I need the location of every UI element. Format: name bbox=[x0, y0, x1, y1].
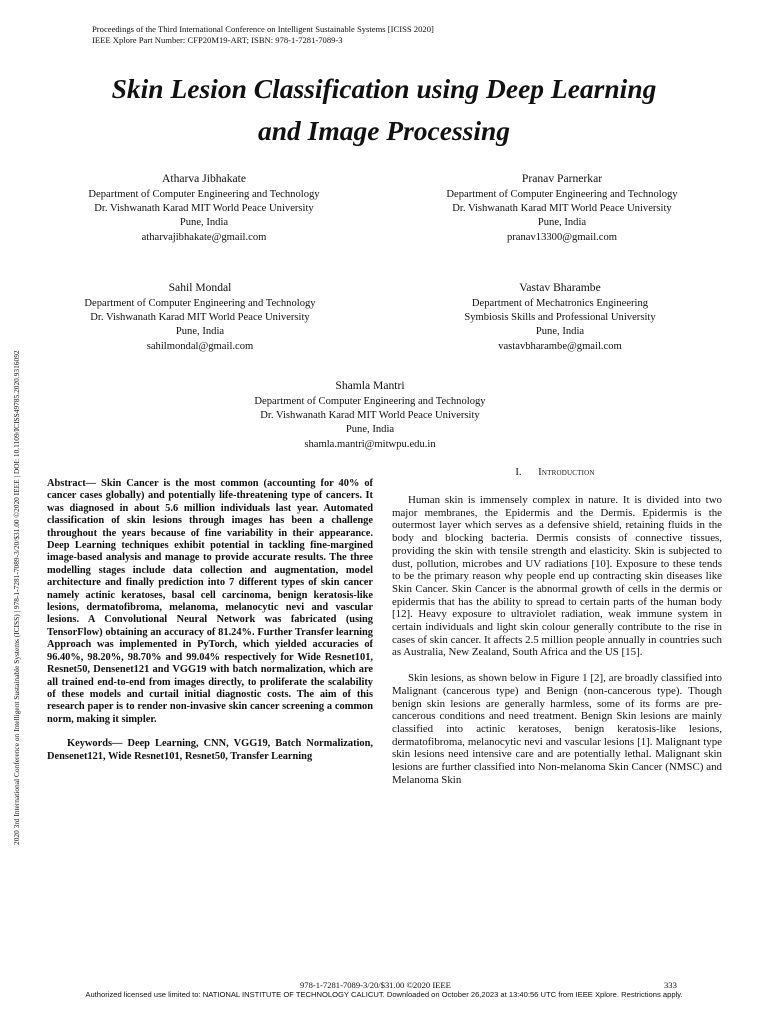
footer-isbn: 978-1-7281-7089-3/20/$31.00 ©2020 IEEE bbox=[300, 980, 451, 990]
ieee-part-number: IEEE Xplore Part Number: CFP20M19-ART; ISBN: 978-1-7281-7089-3 bbox=[92, 35, 343, 45]
author-block-1 bbox=[54, 170, 354, 245]
section-heading bbox=[392, 466, 718, 480]
keywords: Keywords— Deep Learning, CNN, VGG19, Batch Normalization, Densenet121, Wide Resnet101, Resnet50, Transfer Learning bbox=[47, 738, 373, 762]
author-institution: Dr. Vishwanath Karad MIT World Peace University bbox=[90, 312, 310, 324]
author-dept: Department of Computer Engineering and Technology bbox=[254, 396, 486, 407]
page-number: 333 bbox=[664, 980, 677, 990]
author-email: vastavbharambe@gmail.com bbox=[498, 340, 622, 352]
author-block-4 bbox=[410, 279, 710, 354]
author-block-5 bbox=[220, 377, 520, 452]
author-city: Pune, India bbox=[535, 326, 585, 338]
author-institution: Symbiosis Skills and Professional University bbox=[464, 312, 656, 324]
intro-paragraph-1: Human skin is immensely complex in nature. It is divided into two major membranes, the Epidermis and the Dermis. Epidermis is the outermost layer which serves as a defensive shield, retaining fluids in the body and blocking bacteria. Dermis consists of connective tissues, providing the skin with tensile strength and elasticity. Skin is subjected to dust, pollution, microbes and UV radiations [10]. Exposure to these tends to be the primary reason why people end up contracting skin diseases like Skin Cancer. Skin Cancer is the abnormal growth of cells in the dermis or epidermis that has the ability to spread to certain parts of the human body [12]. Heavy exposure to ultraviolet radiation, weak immune system in certain individuals and light skin colour generally contribute to the rise in cases of skin cancer. It affects 2.5 million people annually in countries such as Australia, New Zealand, South Africa and the US [15]. bbox=[392, 494, 722, 659]
author-name: Pranav Parnerkar bbox=[521, 172, 603, 185]
author-institution: Dr. Vishwanath Karad MIT World Peace University bbox=[260, 410, 480, 422]
doi-sidebar bbox=[3, 185, 31, 845]
author-name: Vastav Bharambe bbox=[519, 281, 601, 294]
right-column bbox=[392, 494, 722, 786]
author-city: Pune, India bbox=[537, 217, 587, 229]
author-dept: Department of Computer Engineering and Technology bbox=[446, 189, 678, 200]
author-institution: Dr. Vishwanath Karad MIT World Peace University bbox=[94, 203, 314, 215]
author-name: Atharva Jibhakate bbox=[161, 172, 247, 185]
author-email: shamla.mantri@mitwpu.edu.in bbox=[304, 438, 436, 450]
author-email: pranav13300@gmail.com bbox=[506, 231, 618, 243]
author-block-2 bbox=[412, 170, 712, 245]
author-email: sahilmondal@gmail.com bbox=[146, 340, 254, 352]
author-email: atharvajibhakate@gmail.com bbox=[141, 231, 267, 243]
author-city: Pune, India bbox=[179, 217, 229, 229]
author-dept: Department of Mechatronics Engineering bbox=[471, 298, 649, 309]
author-dept: Department of Computer Engineering and Technology bbox=[84, 298, 316, 309]
conference-header: Proceedings of the Third International Conference on Intelligent Sustainable Systems [ICISS 2020] bbox=[92, 24, 434, 34]
paper-title bbox=[0, 68, 768, 152]
section-title: Introduction bbox=[538, 467, 595, 478]
intro-paragraph-2: Skin lesions, as shown below in Figure 1 [2], are broadly classified into Malignant (cancerous type) and Benign (non-cancerous type). Though benign skin lesions are generally harmless, some of its forms are pre-cancerous conditions and need treatment. Benign Skin lesions are mainly classified into actinic keratoses, benign keratosis-like lesions, dermatofibroma, melanocytic nevi and vascular lesions [1]. Malignant type skin lesions need intensive care and are potentially lethal. Malignant skin lesions are further classified into Non-melanoma Skin Cancer (NMSC) and Melanoma Skin bbox=[392, 672, 722, 786]
doi-sidebar-text: 2020 3rd International Conference on Intelligent Sustainable Systems (ICISS) | 978-1-7281-7089-3/20/$31.00 ©2020 IEEE | DOI: 10.1109/ICISS49785.2020.9316092 bbox=[12, 350, 21, 845]
left-column bbox=[47, 478, 373, 763]
author-block-3 bbox=[50, 279, 350, 354]
title-line-2: and Image Processing bbox=[257, 115, 511, 146]
license-notice: Authorized licensed use limited to: NATIONAL INSTITUTE OF TECHNOLOGY CALICUT. Downloaded on October 26,2023 at 13:40:56 UTC from IEEE Xplore. Restrictions apply. bbox=[85, 990, 683, 999]
abstract: Abstract— Skin Cancer is the most common (accounting for 40% of cancer cases globally) and potentially life-threatening type of cancers. It was diagnosed in about 5.6 million individuals last year. Automated classification of skin lesions through images has been a challenge throughout the years because of fine variability in their appearance. Deep Learning techniques exhibit potential in tackling fine-margined image-based analysis and manage to provide accurate results. The three modelling stages include data collection and augmentation, model architecture and finally prediction into 7 different types of skin cancer namely actinic keratoses, basal cell carcinoma, benign keratosis-like lesions, dermatofibroma, melanoma, melanocytic nevi and vascular lesions. A Convolutional Neural Network was fabricated (using TensorFlow) obtaining an accuracy of 81.24%. Further Transfer learning Approach was implemented in PyTorch, which yielded accuracies of 96.40%, 98.20%, 98.70% and 99.04% respectively for Wide Resnet101, Resnet50, Densenet121 and VGG19 with batch normalization, which are all trained end-to-end from images directly, to proliferate the scalability of these models and curtail initial diagnostic costs. The aim of this research paper is to render non-invasive skin cancer screening a common norm, making it simpler. bbox=[47, 478, 373, 725]
author-dept: Department of Computer Engineering and Technology bbox=[88, 189, 320, 200]
author-name: Sahil Mondal bbox=[168, 281, 232, 294]
author-institution: Dr. Vishwanath Karad MIT World Peace University bbox=[452, 203, 672, 215]
author-city: Pune, India bbox=[345, 424, 395, 436]
section-number: I. bbox=[515, 467, 522, 478]
author-city: Pune, India bbox=[175, 326, 225, 338]
title-line-1: Skin Lesion Classification using Deep Learning bbox=[111, 73, 657, 104]
author-name: Shamla Mantri bbox=[335, 379, 405, 392]
